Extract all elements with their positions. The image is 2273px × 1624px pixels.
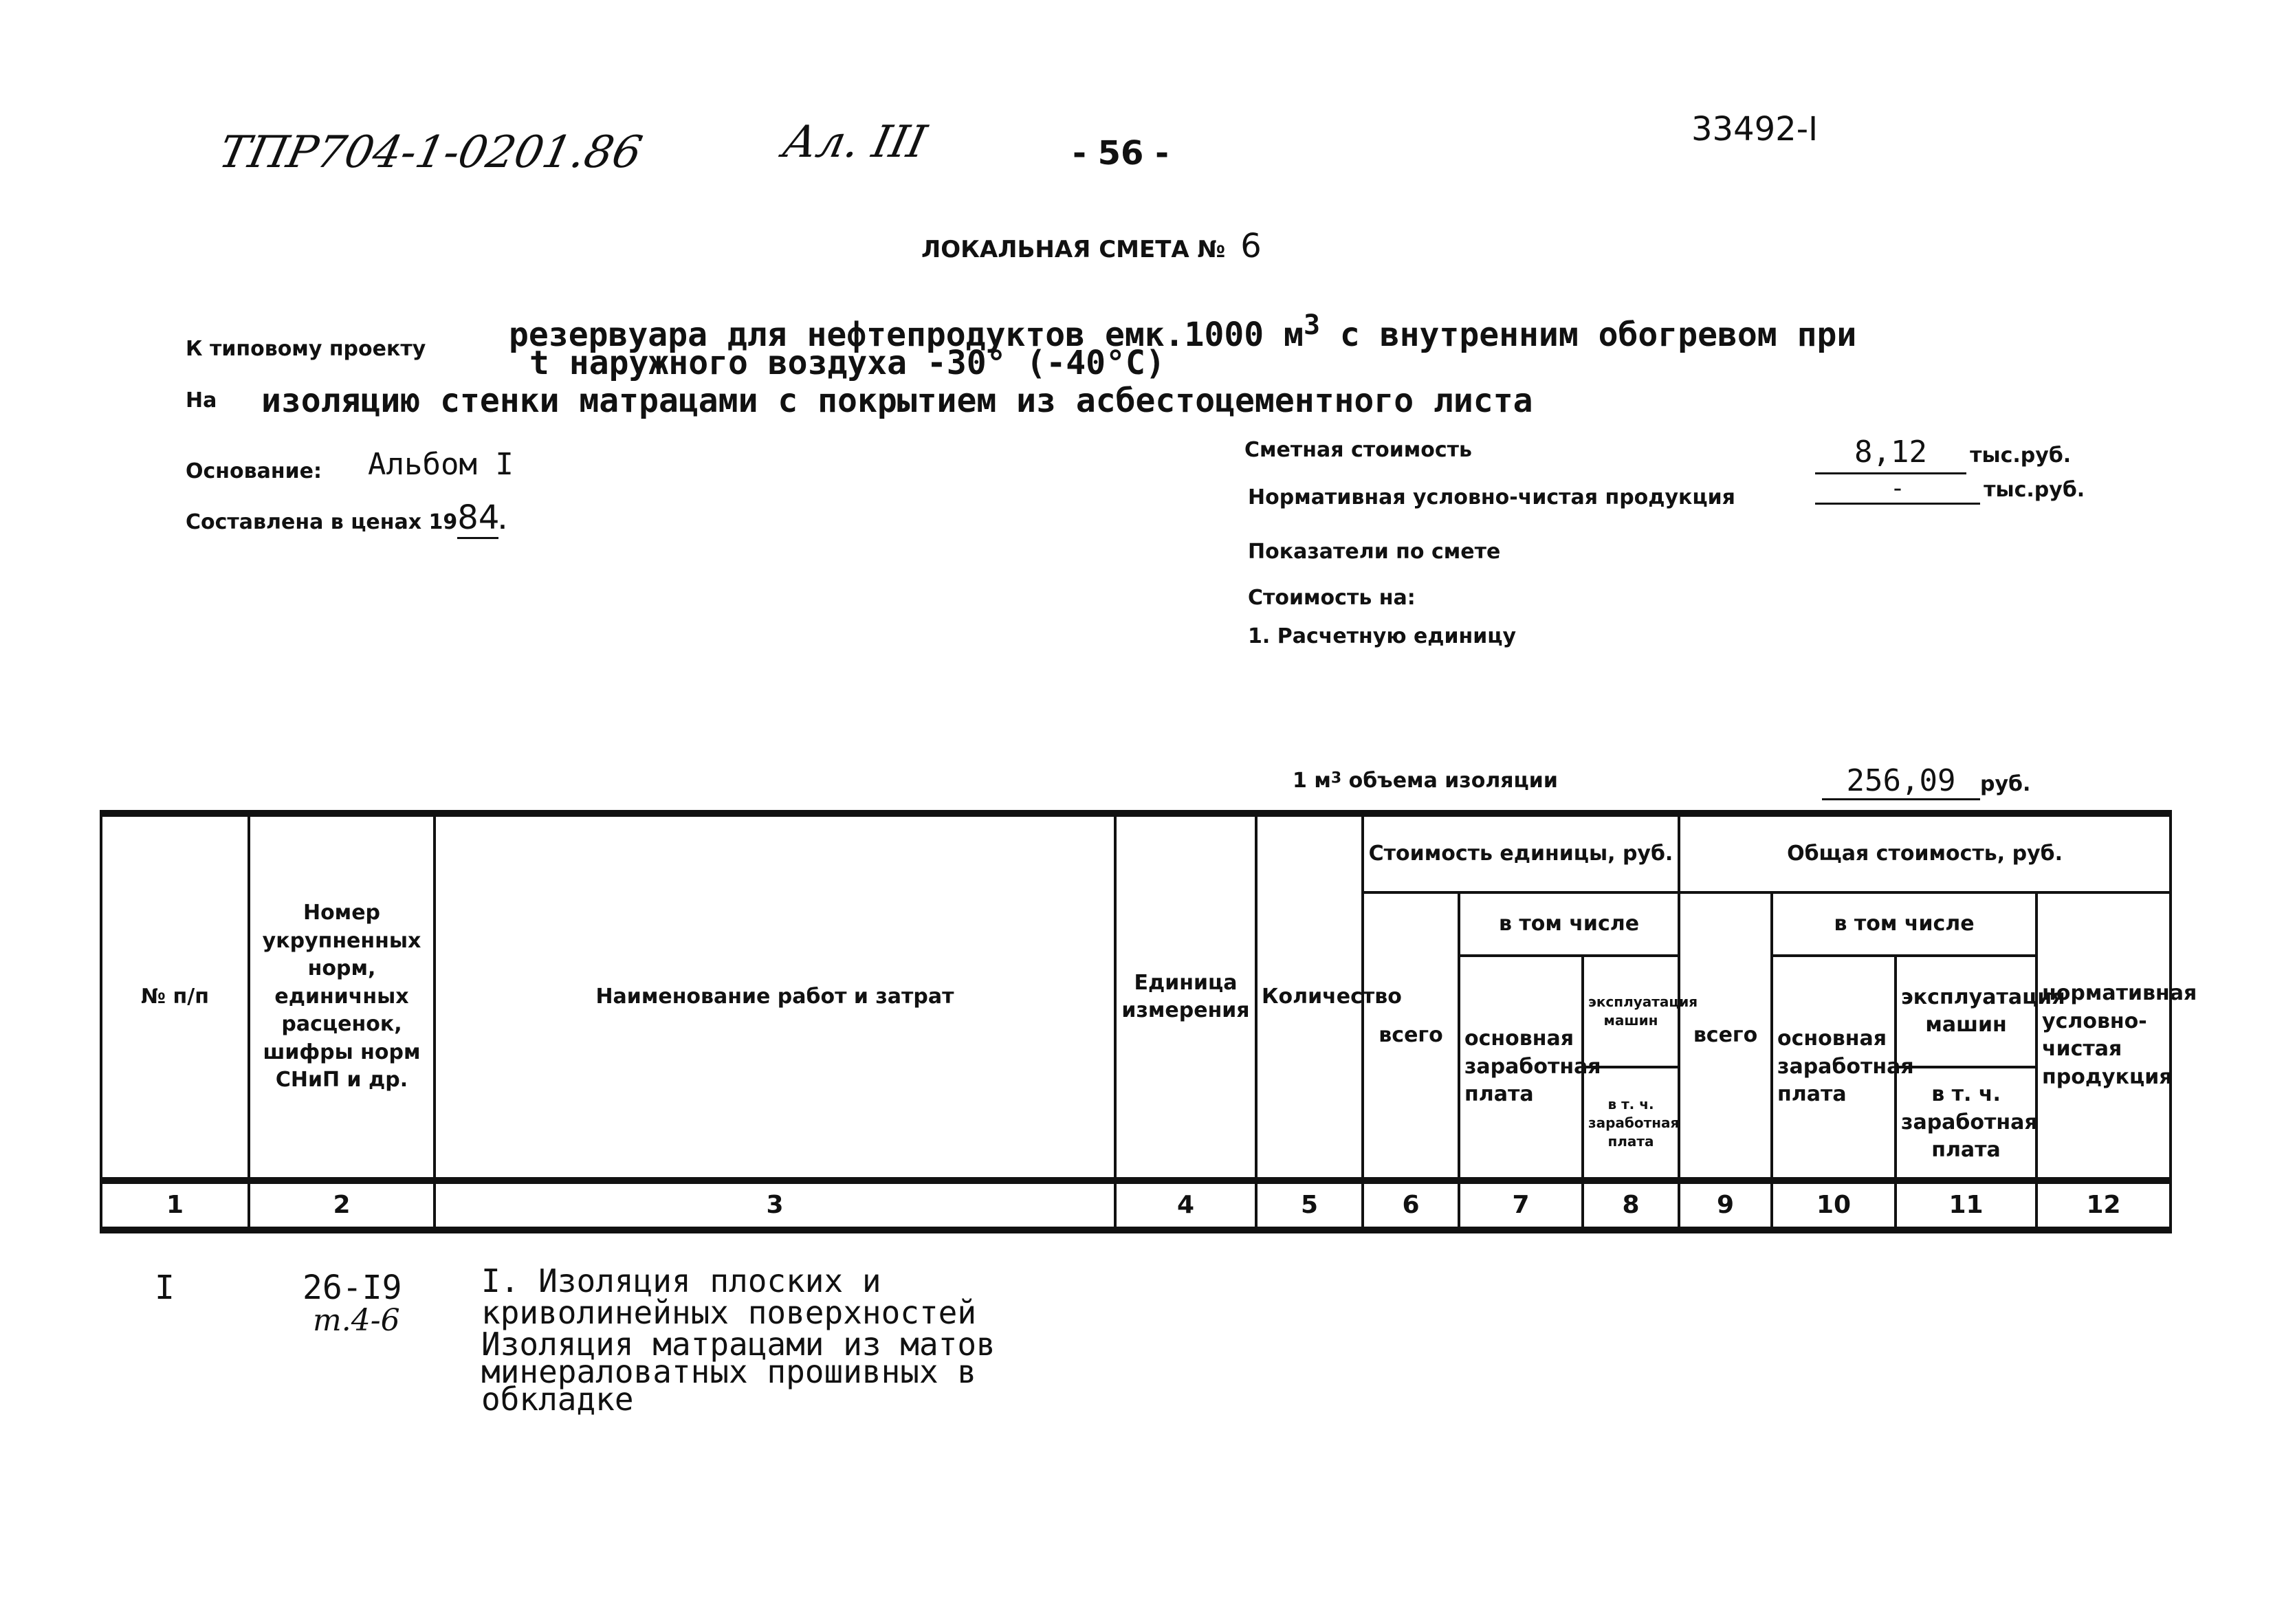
unit-wage-header: основная заработная плата: [1459, 956, 1583, 1181]
unit-item-label: 1. Расчетную единицу: [1248, 624, 1517, 648]
norm-value-wrap: [1815, 474, 2085, 505]
page-title: [921, 227, 1262, 265]
col-number-1: 1: [101, 1181, 249, 1230]
grand-incl-wage-header: в т. ч. заработная плата: [1896, 1067, 2036, 1181]
norm-unit: тыс.руб.: [1984, 478, 2085, 502]
doc-number: 33492-I: [1691, 110, 1819, 149]
row-code-sub: т.4-6: [313, 1303, 400, 1338]
prices-label: [186, 498, 507, 539]
project-line1-text: резервуара для нефтепродуктов емк.1000 м: [509, 316, 1304, 354]
grand-incl-header: в том числе: [1772, 892, 2036, 956]
col-number-11: 11: [1896, 1181, 2036, 1230]
handwritten-code: ТПР704-1-0201.86: [215, 127, 647, 178]
total-cost-header: Общая стоимость, руб.: [1679, 813, 2171, 892]
col-number-8: 8: [1583, 1181, 1679, 1230]
estimate-table: [100, 810, 2197, 1233]
cost-value-wrap: [1815, 435, 2071, 474]
col-number-7: 7: [1459, 1181, 1583, 1230]
col-num-header: № п/п: [101, 813, 249, 1181]
unit-total-header: всего: [1363, 892, 1459, 1181]
title-number: 6: [1240, 227, 1262, 265]
page-number: - 56 -: [1073, 134, 1170, 173]
indicators-label: Показатели по смете: [1248, 540, 1501, 564]
col-number-12: 12: [2036, 1181, 2171, 1230]
unit-incl-wage-header: в т. ч. заработная плата: [1583, 1067, 1679, 1181]
col-number-3: 3: [435, 1181, 1115, 1230]
prices-value: 84: [457, 498, 498, 539]
norm-label: Нормативная условно-чистая продукция: [1248, 485, 1735, 509]
col-unit-header: Единица измерения: [1115, 813, 1256, 1181]
col-name-header: Наименование работ и затрат: [435, 813, 1115, 1181]
grand-machines-header: эксплуатация машин: [1896, 956, 2036, 1067]
project-line1-rest: с внутренним обогревом при: [1320, 316, 1857, 354]
basis-label: Основание:: [186, 459, 322, 483]
cost-unit: тыс.руб.: [1970, 443, 2072, 468]
unit-machines-header: эксплуатация машин: [1583, 956, 1679, 1067]
project-line2: t наружного воздуха -30° (-40°C): [529, 344, 1165, 382]
grand-total-header: всего: [1679, 892, 1772, 1181]
unit-currency: руб.: [1980, 772, 2031, 796]
prices-label-text: Составлена в ценах 19: [186, 510, 458, 534]
basis-value: Альбом I: [368, 447, 514, 482]
project-label: К типовому проекту: [186, 337, 426, 361]
cost-label: Сметная стоимость: [1244, 438, 1473, 462]
unit-label-rest: объема изоляции: [1341, 769, 1558, 793]
col-number-10: 10: [1772, 1181, 1896, 1230]
row-desc: Изоляция матрацами из матов минераловатных прошивных в обкладке: [481, 1326, 996, 1418]
unit-sup: 3: [1330, 769, 1342, 787]
unit-value-wrap: [1822, 763, 2030, 800]
handwritten-album: Ал. III: [778, 117, 931, 168]
project-line1-sup: 3: [1303, 309, 1321, 341]
row-section: I. Изоляция плоских и криволинейных поверхностей: [481, 1262, 977, 1331]
cost-value: 8,12: [1815, 435, 1966, 474]
title-text: ЛОКАЛЬНАЯ СМЕТА №: [921, 236, 1226, 263]
col-qty-header: Количество: [1256, 813, 1363, 1181]
cost-for-label: Стоимость на:: [1248, 586, 1416, 610]
col-number-4: 4: [1115, 1181, 1256, 1230]
grand-wage-header: основная заработная плата: [1772, 956, 1896, 1181]
norm-header: нормативная условно-чистая продукция: [2036, 892, 2171, 1181]
col-number-9: 9: [1679, 1181, 1772, 1230]
prices-suffix: .: [498, 510, 507, 534]
norm-value: -: [1815, 474, 1980, 505]
on-label: На: [186, 388, 217, 413]
unit-incl-header: в том числе: [1459, 892, 1679, 956]
row-code: 26-I9: [303, 1269, 402, 1307]
on-value: изоляцию стенки матрацами с покрытием из асбестоцементного листа: [261, 382, 1533, 420]
row-num: I: [155, 1269, 175, 1307]
unit-line: [1293, 769, 1558, 793]
unit-value: 256,09: [1822, 763, 1980, 800]
col-number-2: 2: [249, 1181, 435, 1230]
col-code-header: Номер укрупненных норм, единичных расценок, шифры норм СНиП и др.: [249, 813, 435, 1181]
unit-label: 1 м: [1293, 769, 1331, 793]
col-number-6: 6: [1363, 1181, 1459, 1230]
unit-cost-header: Стоимость единицы, руб.: [1363, 813, 1679, 892]
col-number-5: 5: [1256, 1181, 1363, 1230]
